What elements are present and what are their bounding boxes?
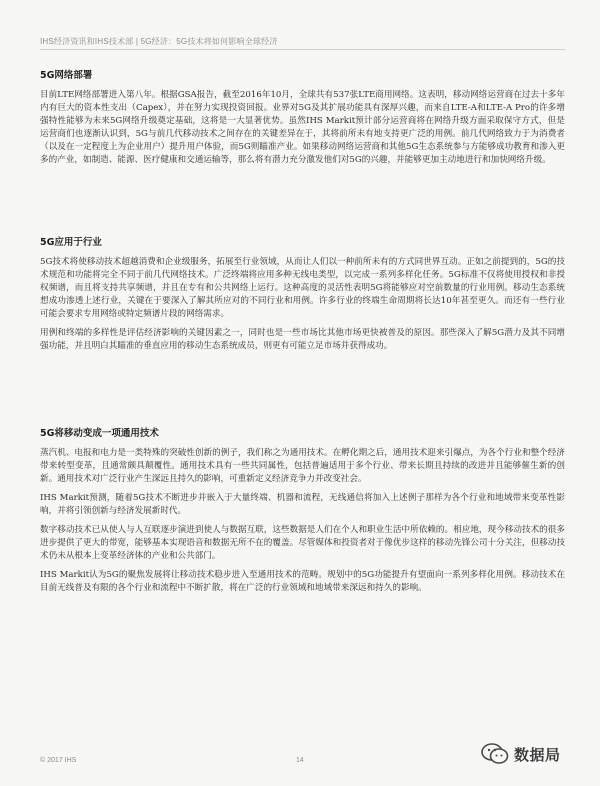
watermark [480, 740, 561, 768]
section-heading: 5G将移动变成一项通用技术 [40, 428, 159, 439]
section-5g-general-purpose-technology [40, 428, 565, 601]
running-header: IHS经济资讯和IHS技术部 | 5G经济：5G技术将如何影响全球经济 [40, 37, 278, 46]
header-divider [40, 49, 565, 50]
wechat-style-logo-icon [480, 741, 510, 767]
paragraph: IHS Markit认为5G的聚焦发展将让移动技术稳步进入至通用技术的范畴。规划中的5G功能提升有望面向一系列多样化用例。移动技术在目前无线普及有限的各个行业和流程中不断扩散，将在广泛的行业领域和地域带来深远和持久的影响。 [40, 570, 565, 593]
paragraph: 蒸汽机、电报和电力是一类特殊的突破性创新的例子，我们称之为通用技术。在孵化期之后，通用技术迎来引爆点，为各个行业和整个经济带来转型变革，且通常颇具颠覆性。通用技术具有一些共同属性，包括普遍适用于多个行业、带来长期且持续的改进并且能够催生新的创新。通用技术对广泛行业产生深远且持久的影响，可重新定义经济竞争力并改变社会。 [40, 448, 565, 484]
paragraph: 用例和终端的多样性是评估经济影响的关键因素之一，同时也是一些市场比其他市场更快被普及的原因。那些深入了解5G潜力及其不同增强功能，并且明白其瞄准的垂直应用的移动生态系统成员，则更有可能立足市场并获得成功。 [40, 328, 565, 351]
watermark-text: 数据局 [514, 745, 561, 764]
section-heading: 5G网络部署 [40, 70, 93, 81]
paragraph: 5G技术将使移动技术超越消费和企业级服务，拓展至行业领域，从而让人们以一种前所未有的方式同世界互动。正如之前提到的，5G的技术规范和功能将完全不同于前几代网络技术。广泛终端将应用多种无线电类型，以完成一系列多样化任务。5G标准不仅将使用授权和非授权频谱，而且将支持共享频谱，并且在专有和公共网络上运行。这种高度的灵活性表明5G将能够应对空前数量的行业用例。移动生态系统想成功渗透上述行业，关键在于要深入了解其所应对的不同行业和用例。许多行业的终端生命周期将长达10年甚至更久。而还有一些行业可能会要求专用网络或特定频谱片段的网络需求。 [40, 257, 565, 319]
paragraph: 数字移动技术已从使人与人互联逐步演进到使人与数据互联，这些数据是人们在个人和职业生活中所依赖的。相应地，现今移动技术的很多进步提供了更大的带宽，能够基本实现语音和数据无所不在的覆盖。尽管媒体和投资者对于像优步这样的移动先锋公司十分关注，但移动技术仍未从根本上变革经济体的产业和公共部门。 [40, 525, 565, 561]
section-5g-industry-application [40, 237, 565, 359]
paragraph: 目前LTE网络部署进入第八年。根据GSA报告，截至2016年10月，全球共有537张LTE商用网络。这表明，移动网络运营商在过去十多年内有巨大的资本性支出（Capex），并在努力实现投资回报。业界对5G及其扩展功能具有深厚兴趣，而来自LTE-A和LTE-A Pro的许多增强特性能够为未来5G网络升级奠定基础，这将是一大显著优势。虽然IHS Markit预计部分运营商将在网络升级方面采取保守方式，但是运营商们也逐渐认识到，5G与前几代移动技术之间存在的关键差异在于，其将前所未有地支持更广泛的用例。前几代网络致力于为消费者（以及在一定程度上为企业用户）提升用户体验，而5G则瞄准产业。如果移动网络运营商和其他5G生态系统参与方能够成功教育和渗入更多的产业，如制造、能源、医疗健康和交通运输等，那么将有潜力充分激发他们对5G的兴趣，并能够更加主动地进行和加快网络升级。 [40, 90, 565, 165]
section-5g-network-deployment [40, 70, 565, 173]
footer-copyright: © 2017 IHS [40, 757, 77, 764]
section-heading: 5G应用于行业 [40, 237, 102, 248]
paragraph: IHS Markit预测，随着5G技术不断进步并嵌入于大量终端、机器和流程，无线通信将加入上述例子那样为各个行业和地域带来变革性影响，并将引领创新与经济发展新时代。 [40, 493, 565, 516]
page-number: 14 [296, 757, 304, 764]
